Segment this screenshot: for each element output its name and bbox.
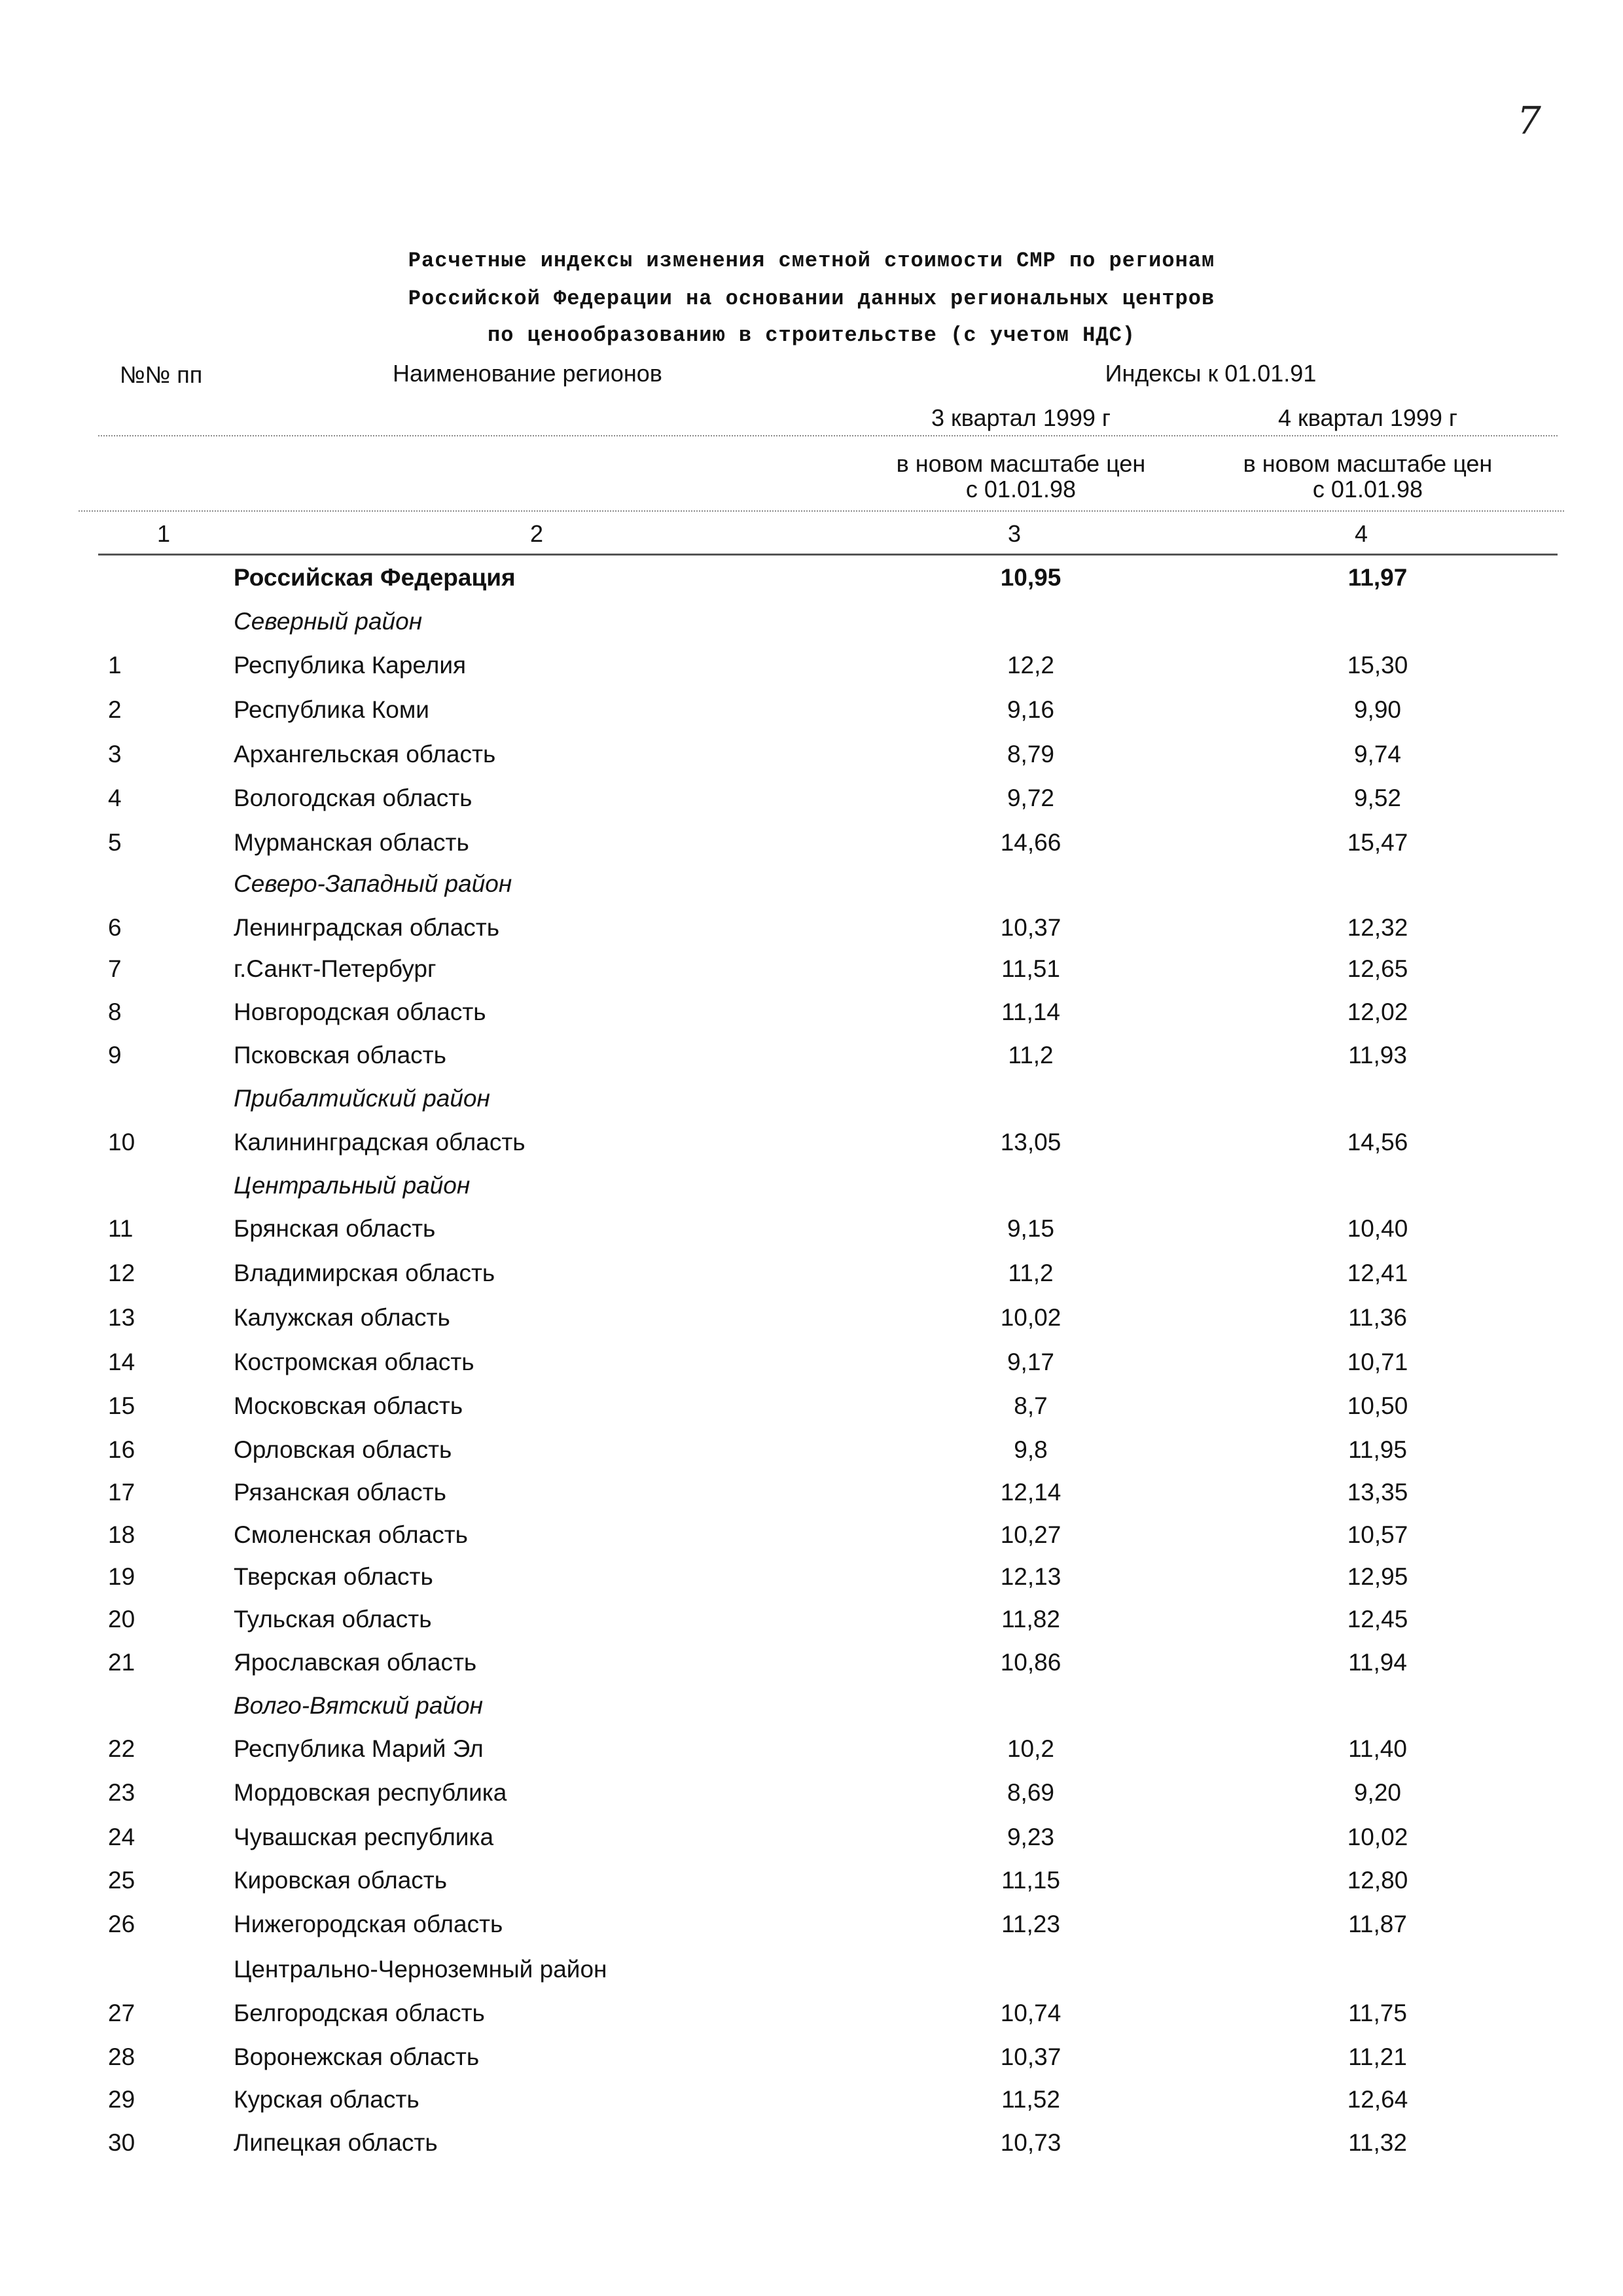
region-name: Новгородская область bbox=[234, 998, 486, 1025]
region-name: Северный район bbox=[234, 608, 423, 635]
index-q4-value: 11,32 bbox=[1348, 2129, 1407, 2156]
row-number: 10 bbox=[108, 1129, 135, 1156]
index-q3-value: 11,15 bbox=[1001, 1867, 1060, 1894]
index-q4-value: 12,80 bbox=[1347, 1867, 1408, 1894]
region-name: Республика Коми bbox=[234, 696, 429, 723]
index-q3-value: 10,2 bbox=[1007, 1735, 1054, 1762]
index-q4-value: 11,95 bbox=[1348, 1436, 1407, 1463]
index-q3-value: 8,69 bbox=[1007, 1779, 1054, 1806]
row-number: 16 bbox=[108, 1436, 135, 1463]
index-q4-value: 12,64 bbox=[1347, 2086, 1408, 2113]
header-q4-note-1: в новом масштабе цен bbox=[1243, 450, 1493, 477]
index-q3-value: 10,95 bbox=[1000, 564, 1061, 591]
region-name: Ленинградская область bbox=[234, 914, 500, 941]
table-row bbox=[0, 1771, 1623, 1814]
row-number: 13 bbox=[108, 1304, 135, 1331]
row-number: 26 bbox=[108, 1911, 135, 1937]
index-q4-value: 15,47 bbox=[1347, 829, 1408, 856]
region-name: Центральный район bbox=[234, 1172, 471, 1199]
row-number: 15 bbox=[108, 1392, 135, 1419]
region-name: Калининградская область bbox=[234, 1129, 526, 1156]
region-name: Владимирская область bbox=[234, 1260, 495, 1286]
region-name: г.Санкт-Петербург bbox=[234, 955, 437, 982]
index-q4-value: 10,57 bbox=[1347, 1521, 1408, 1548]
region-name: Кировская область bbox=[234, 1867, 448, 1894]
index-q3-value: 13,05 bbox=[1000, 1129, 1061, 1156]
region-name: Московская область bbox=[234, 1392, 463, 1419]
row-number: 1 bbox=[108, 652, 122, 679]
row-number: 22 bbox=[108, 1735, 135, 1762]
region-name: Костромская область bbox=[234, 1349, 474, 1375]
table-row bbox=[0, 991, 1623, 1034]
table-row bbox=[0, 1121, 1623, 1164]
table-section-header bbox=[0, 600, 1623, 643]
region-name: Смоленская область bbox=[234, 1521, 468, 1548]
index-q3-value: 9,16 bbox=[1007, 696, 1054, 723]
index-q4-value: 9,90 bbox=[1353, 696, 1401, 723]
index-q3-value: 8,79 bbox=[1007, 741, 1054, 768]
region-name: Мурманская область bbox=[234, 829, 469, 856]
index-q3-value: 11,14 bbox=[1001, 998, 1060, 1025]
row-number: 20 bbox=[108, 1606, 135, 1633]
row-number: 2 bbox=[108, 696, 122, 723]
index-q4-value: 12,45 bbox=[1347, 1606, 1408, 1633]
index-q4-value: 12,32 bbox=[1347, 914, 1408, 941]
region-name: Волго-Вятский район bbox=[234, 1692, 483, 1719]
index-q3-value: 12,14 bbox=[1000, 1479, 1061, 1506]
table-row bbox=[0, 1641, 1623, 1684]
header-divider bbox=[79, 510, 1564, 512]
header-q3-note-2: с 01.01.98 bbox=[965, 476, 1077, 503]
index-q3-value: 12,13 bbox=[1000, 1563, 1061, 1590]
index-q3-value: 11,2 bbox=[1008, 1260, 1054, 1286]
region-name: Российская Федерация bbox=[234, 564, 516, 591]
table-row bbox=[0, 1034, 1623, 1077]
table-row bbox=[0, 1816, 1623, 1859]
header-colnum-2: 2 bbox=[529, 520, 544, 547]
region-name: Рязанская область bbox=[234, 1479, 446, 1506]
table-row bbox=[0, 1428, 1623, 1472]
table-section-header bbox=[0, 1164, 1623, 1207]
table-row bbox=[0, 821, 1623, 864]
table-row bbox=[0, 1903, 1623, 1946]
region-name: Тульская область bbox=[234, 1606, 432, 1633]
title-line-2: Российской Федерации на основании данных региональных центров bbox=[408, 287, 1215, 311]
table-row bbox=[0, 2036, 1623, 2079]
row-number: 3 bbox=[108, 741, 122, 768]
table-row bbox=[0, 1513, 1623, 1557]
header-colnum-3: 3 bbox=[1007, 520, 1022, 547]
region-name: Псковская область bbox=[234, 1042, 446, 1069]
index-q4-value: 11,97 bbox=[1347, 564, 1408, 591]
table-row bbox=[0, 947, 1623, 991]
header-q4: 4 квартал 1999 г bbox=[1277, 404, 1458, 431]
row-number: 11 bbox=[108, 1215, 134, 1242]
title-line-1: Расчетные индексы изменения сметной стоимости СМР по регионам bbox=[408, 249, 1215, 273]
table-row bbox=[0, 688, 1623, 732]
index-q3-value: 11,51 bbox=[1001, 955, 1060, 982]
index-q3-value: 9,8 bbox=[1014, 1436, 1048, 1463]
header-colnum-4: 4 bbox=[1354, 520, 1368, 547]
table-row bbox=[0, 1296, 1623, 1339]
index-q4-value: 13,35 bbox=[1347, 1479, 1408, 1506]
index-q3-value: 10,73 bbox=[1000, 2129, 1061, 2156]
index-q3-value: 9,72 bbox=[1007, 785, 1054, 811]
index-q4-value: 11,87 bbox=[1348, 1911, 1407, 1937]
header-divider bbox=[98, 554, 1558, 556]
index-q4-value: 11,21 bbox=[1348, 2043, 1407, 2070]
table-section-header bbox=[0, 1948, 1623, 1991]
index-q3-value: 9,23 bbox=[1007, 1824, 1054, 1850]
header-q4-note-2: с 01.01.98 bbox=[1312, 476, 1423, 503]
row-number: 28 bbox=[108, 2043, 135, 2070]
region-name: Северо-Западный район bbox=[234, 870, 512, 897]
row-number: 14 bbox=[108, 1349, 135, 1375]
index-q3-value: 10,37 bbox=[1000, 914, 1061, 941]
row-number: 21 bbox=[108, 1649, 135, 1676]
row-number: 30 bbox=[108, 2129, 135, 2156]
index-q3-value: 11,82 bbox=[1001, 1606, 1060, 1633]
row-number: 27 bbox=[108, 2000, 135, 2026]
region-name: Тверская область bbox=[234, 1563, 433, 1590]
index-q3-value: 10,74 bbox=[1000, 2000, 1061, 2026]
index-q3-value: 11,2 bbox=[1008, 1042, 1054, 1069]
table-row bbox=[0, 1252, 1623, 1295]
row-number: 7 bbox=[108, 955, 122, 982]
region-name: Липецкая область bbox=[234, 2129, 438, 2156]
header-divider bbox=[98, 435, 1558, 436]
row-number: 12 bbox=[108, 1260, 135, 1286]
index-q3-value: 8,7 bbox=[1014, 1392, 1048, 1419]
table-section-header bbox=[0, 862, 1623, 906]
index-q3-value: 10,27 bbox=[1000, 1521, 1061, 1548]
index-q3-value: 9,15 bbox=[1007, 1215, 1054, 1242]
index-q3-value: 9,17 bbox=[1007, 1349, 1054, 1375]
index-q3-value: 14,66 bbox=[1000, 829, 1061, 856]
region-name: Брянская область bbox=[234, 1215, 436, 1242]
page-number: 7 bbox=[1517, 98, 1541, 143]
table-row-total bbox=[0, 556, 1623, 599]
index-q4-value: 11,36 bbox=[1348, 1304, 1407, 1331]
row-number: 4 bbox=[108, 785, 122, 811]
index-q4-value: 11,94 bbox=[1348, 1649, 1407, 1676]
table-section-header bbox=[0, 1684, 1623, 1727]
region-name: Прибалтийский район bbox=[234, 1085, 490, 1112]
table-row bbox=[0, 1207, 1623, 1250]
index-q4-value: 12,02 bbox=[1347, 998, 1408, 1025]
row-number: 8 bbox=[108, 998, 122, 1025]
region-name: Ярославская область bbox=[234, 1649, 477, 1676]
index-q4-value: 12,95 bbox=[1347, 1563, 1408, 1590]
table-row bbox=[0, 777, 1623, 820]
index-q4-value: 11,40 bbox=[1348, 1735, 1407, 1762]
index-q4-value: 12,41 bbox=[1347, 1260, 1408, 1286]
index-q4-value: 10,50 bbox=[1347, 1392, 1408, 1419]
region-name: Орловская область bbox=[234, 1436, 452, 1463]
row-number: 9 bbox=[108, 1042, 122, 1069]
index-q3-value: 11,23 bbox=[1001, 1911, 1060, 1937]
row-number: 23 bbox=[108, 1779, 135, 1806]
header-col-name: Наименование регионов bbox=[393, 360, 662, 387]
region-name: Калужская область bbox=[234, 1304, 450, 1331]
index-q4-value: 15,30 bbox=[1347, 652, 1408, 679]
region-name: Вологодская область bbox=[234, 785, 473, 811]
table-row bbox=[0, 2078, 1623, 2121]
row-number: 18 bbox=[108, 1521, 135, 1548]
row-number: 29 bbox=[108, 2086, 135, 2113]
table-row bbox=[0, 1727, 1623, 1771]
table-row bbox=[0, 733, 1623, 776]
table-section-header bbox=[0, 1077, 1623, 1120]
header-q3-note-1: в новом масштабе цен bbox=[896, 450, 1146, 477]
index-q4-value: 9,52 bbox=[1353, 785, 1401, 811]
region-name: Воронежская область bbox=[234, 2043, 480, 2070]
index-q3-value: 10,02 bbox=[1000, 1304, 1061, 1331]
row-number: 17 bbox=[108, 1479, 135, 1506]
header-col-num: №№ пп bbox=[120, 361, 203, 388]
row-number: 19 bbox=[108, 1563, 135, 1590]
index-q3-value: 10,86 bbox=[1000, 1649, 1061, 1676]
index-q4-value: 14,56 bbox=[1347, 1129, 1408, 1156]
table-row bbox=[0, 1992, 1623, 2035]
table-row bbox=[0, 644, 1623, 687]
header-colnum-1: 1 bbox=[156, 520, 171, 547]
table-row bbox=[0, 1859, 1623, 1902]
table-row bbox=[0, 1598, 1623, 1641]
index-q4-value: 11,75 bbox=[1348, 2000, 1407, 2026]
index-q3-value: 12,2 bbox=[1007, 652, 1054, 679]
region-name: Республика Марий Эл bbox=[234, 1735, 484, 1762]
index-q4-value: 10,71 bbox=[1347, 1349, 1408, 1375]
title-line-3: по ценообразованию в строительстве (с учетом НДС) bbox=[488, 323, 1135, 347]
index-q4-value: 11,93 bbox=[1348, 1042, 1407, 1069]
region-name: Центрально-Черноземный район bbox=[234, 1956, 607, 1983]
table-row bbox=[0, 1471, 1623, 1514]
table-row bbox=[0, 1385, 1623, 1428]
header-indices-label: Индексы к 01.01.91 bbox=[1105, 360, 1317, 387]
table-row bbox=[0, 1555, 1623, 1598]
index-q4-value: 12,65 bbox=[1347, 955, 1408, 982]
index-q4-value: 9,74 bbox=[1353, 741, 1401, 768]
row-number: 24 bbox=[108, 1824, 135, 1850]
index-q4-value: 10,02 bbox=[1347, 1824, 1408, 1850]
index-q3-value: 11,52 bbox=[1001, 2086, 1060, 2113]
row-number: 6 bbox=[108, 914, 122, 941]
region-name: Чувашская республика bbox=[234, 1824, 494, 1850]
region-name: Республика Карелия bbox=[234, 652, 467, 679]
index-q4-value: 9,20 bbox=[1353, 1779, 1401, 1806]
region-name: Нижегородская область bbox=[234, 1911, 503, 1937]
region-name: Белгородская область bbox=[234, 2000, 485, 2026]
table-row bbox=[0, 1341, 1623, 1384]
header-q3: 3 квартал 1999 г bbox=[931, 404, 1111, 431]
table-row bbox=[0, 906, 1623, 949]
row-number: 5 bbox=[108, 829, 122, 856]
region-name: Мордовская республика bbox=[234, 1779, 507, 1806]
table-row bbox=[0, 2121, 1623, 2164]
region-name: Архангельская область bbox=[234, 741, 496, 768]
index-q3-value: 10,37 bbox=[1000, 2043, 1061, 2070]
region-name: Курская область bbox=[234, 2086, 419, 2113]
index-q4-value: 10,40 bbox=[1347, 1215, 1408, 1242]
row-number: 25 bbox=[108, 1867, 135, 1894]
